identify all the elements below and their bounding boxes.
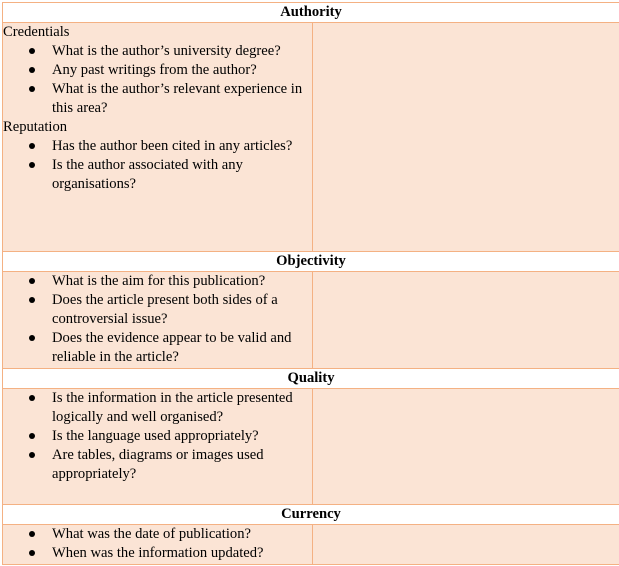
bullet-icon — [29, 67, 35, 73]
bullet-icon — [29, 550, 35, 556]
bullet-icon — [29, 162, 35, 168]
quality-content-row — [3, 389, 619, 505]
list-item — [3, 427, 312, 446]
list-item — [3, 272, 312, 291]
list-item — [3, 61, 312, 80]
quality-notes-cell[interactable] — [313, 389, 619, 505]
bullet-icon — [29, 395, 35, 401]
authority-header-row — [3, 3, 619, 23]
credentials-label: Credentials — [3, 24, 70, 40]
source-evaluation-table — [2, 2, 619, 565]
objectivity-notes-cell[interactable] — [313, 272, 619, 369]
question-text: Any past writings from the author? — [52, 62, 257, 78]
list-item — [3, 156, 312, 194]
bullet-icon — [29, 335, 35, 341]
question-text: Does the evidence appear to be valid and reliable in the article? — [52, 330, 292, 365]
bullet-icon — [29, 48, 35, 54]
currency-notes-cell[interactable] — [313, 525, 619, 565]
currency-criteria-cell — [3, 525, 313, 565]
objectivity-list — [3, 272, 312, 367]
authority-heading: Authority — [3, 3, 619, 23]
currency-list — [3, 525, 312, 563]
question-text: Is the author associated with any organisations? — [52, 157, 243, 192]
reputation-list — [3, 137, 312, 194]
authority-criteria-cell — [3, 23, 313, 252]
list-item — [3, 446, 312, 484]
question-text: When was the information updated? — [52, 545, 264, 561]
question-text: Does the article present both sides of a controversial issue? — [52, 292, 278, 327]
bullet-icon — [29, 531, 35, 537]
question-text: What was the date of publication? — [52, 526, 251, 542]
list-item — [3, 525, 312, 544]
list-item — [3, 389, 312, 427]
question-text: What is the author’s university degree? — [52, 43, 281, 59]
reputation-label: Reputation — [3, 119, 68, 135]
credentials-list — [3, 42, 312, 118]
list-item — [3, 42, 312, 61]
currency-header-row — [3, 505, 619, 525]
list-item — [3, 291, 312, 329]
list-item — [3, 137, 312, 156]
quality-heading: Quality — [3, 369, 619, 389]
authority-content-row — [3, 23, 619, 252]
bullet-icon — [29, 433, 35, 439]
currency-heading: Currency — [3, 505, 619, 525]
bullet-icon — [29, 297, 35, 303]
objectivity-heading: Objectivity — [3, 252, 619, 272]
authority-notes-cell[interactable] — [313, 23, 619, 252]
objectivity-header-row — [3, 252, 619, 272]
bullet-icon — [29, 278, 35, 284]
list-item — [3, 544, 312, 563]
bullet-icon — [29, 452, 35, 458]
list-item — [3, 329, 312, 367]
question-text: Has the author been cited in any articles? — [52, 138, 293, 154]
question-text: What is the author’s relevant experience in this area? — [52, 81, 303, 116]
question-text: What is the aim for this publication? — [52, 273, 266, 289]
objectivity-content-row — [3, 272, 619, 369]
objectivity-criteria-cell — [3, 272, 313, 369]
bullet-icon — [29, 143, 35, 149]
bullet-icon — [29, 86, 35, 92]
quality-list — [3, 389, 312, 484]
quality-criteria-cell — [3, 389, 313, 505]
currency-content-row — [3, 525, 619, 565]
question-text: Are tables, diagrams or images used appropriately? — [52, 447, 264, 482]
question-text: Is the language used appropriately? — [52, 428, 259, 444]
question-text: Is the information in the article presented logically and well organised? — [52, 390, 293, 425]
list-item — [3, 80, 312, 118]
quality-header-row — [3, 369, 619, 389]
